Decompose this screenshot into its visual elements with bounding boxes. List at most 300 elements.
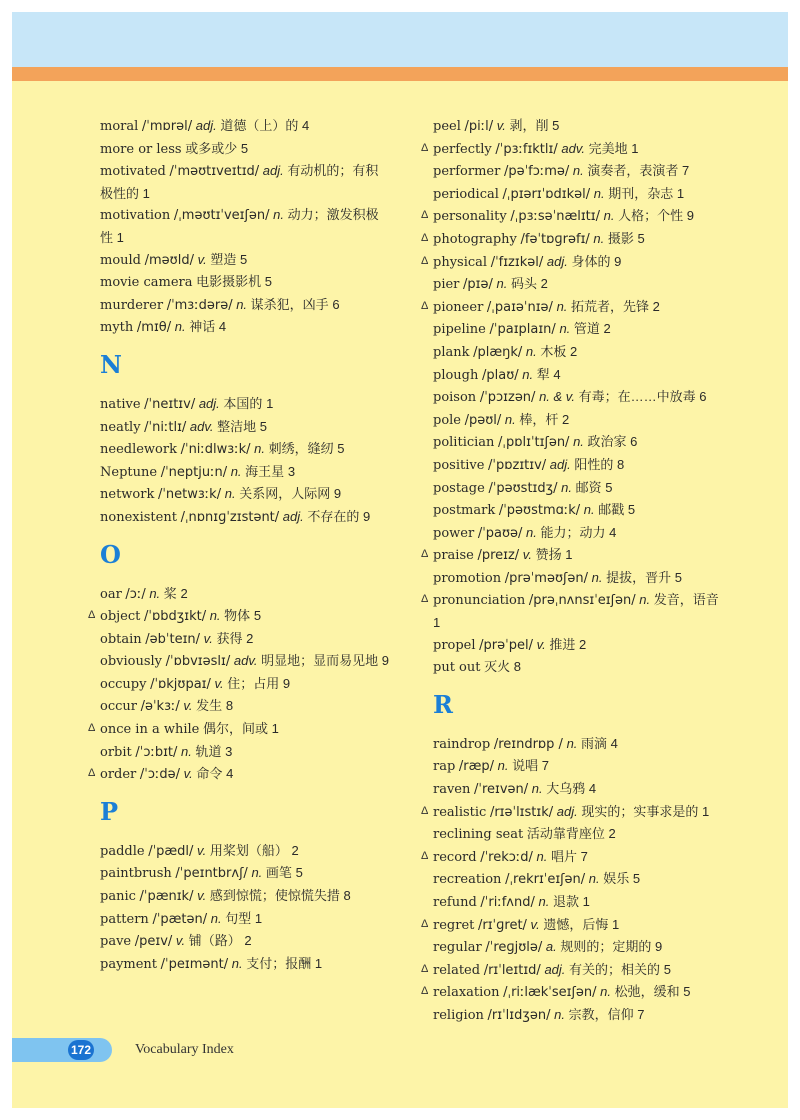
vocab-part-of-speech: n. xyxy=(230,463,242,479)
vocab-unit-number: 1 xyxy=(254,910,263,926)
vocab-entry xyxy=(100,628,390,651)
vocab-definition: 住；占用 xyxy=(227,675,280,691)
vocab-headword: pattern xyxy=(100,911,149,927)
vocab-entry xyxy=(433,1004,723,1027)
vocab-entry xyxy=(100,416,390,439)
vocab-headword: native xyxy=(100,396,141,412)
vocab-definition: 宗教，信仰 xyxy=(568,1006,634,1022)
vocab-part-of-speech: n. xyxy=(538,894,550,909)
vocab-part-of-speech: n. xyxy=(572,163,584,179)
vocab-phonetic: /fəˈtɒɡrəfɪ/ xyxy=(520,231,590,247)
vocab-part-of-speech: n. xyxy=(536,848,548,864)
vocab-phonetic: /ˈniːtlɪ/ xyxy=(144,419,187,435)
vocab-part-of-speech: adj. xyxy=(546,253,568,269)
vocab-headword: postmark xyxy=(433,503,496,519)
vocab-entry xyxy=(433,431,723,454)
vocab-phonetic: /ˌrekrɪˈeɪʃən/ xyxy=(505,872,586,888)
vocab-definition: 邮资 xyxy=(575,479,602,495)
right-column xyxy=(421,115,723,1027)
vocab-phonetic: /əbˈteɪn/ xyxy=(145,631,201,647)
vocab-part-of-speech: v. xyxy=(183,698,193,714)
vocab-part-of-speech: adv. xyxy=(233,653,258,669)
vocab-headword: rap xyxy=(433,759,456,775)
vocab-headword: occur xyxy=(100,699,137,715)
footer-tab xyxy=(12,1038,112,1062)
vocab-part-of-speech: adj. xyxy=(198,395,220,411)
vocab-headword: raven xyxy=(433,782,471,798)
vocab-unit-number: 4 xyxy=(588,781,597,797)
vocab-phonetic: /ˈpɔɪzən/ xyxy=(479,390,536,406)
vocab-entry xyxy=(100,673,390,696)
vocab-definition: 有毒；在……中放毒 xyxy=(578,389,696,405)
vocab-unit-number: 4 xyxy=(301,118,310,133)
vocab-part-of-speech: n. xyxy=(149,585,161,601)
vocab-headword: payment xyxy=(100,956,158,972)
vocab-headword: obtain xyxy=(100,631,142,647)
vocab-definition: 整洁地 xyxy=(217,418,257,434)
vocab-entry xyxy=(421,589,723,633)
vocab-entry xyxy=(433,936,723,959)
vocab-unit-number: 1 xyxy=(701,803,710,819)
vocab-headword: murderer xyxy=(100,297,164,313)
vocab-definition: 赞扬 xyxy=(535,547,562,563)
vocab-unit-number: 1 xyxy=(676,185,685,201)
vocab-entry xyxy=(433,409,723,432)
vocab-phonetic: /ˈneptjuːn/ xyxy=(160,464,228,480)
vocab-unit-number: 6 xyxy=(630,434,638,450)
vocab-definition: 道德（上）的 xyxy=(220,118,299,133)
vocab-phonetic: /ˈpaɪplaɪn/ xyxy=(489,322,556,338)
triangle-icon: Δ xyxy=(421,209,429,222)
vocab-entry xyxy=(421,801,723,824)
vocab-definition: 人格；个性 xyxy=(618,208,684,224)
vocab-unit-number: 9 xyxy=(614,253,622,269)
vocab-headword: photography xyxy=(433,231,517,247)
vocab-part-of-speech: n. xyxy=(583,502,595,518)
vocab-part-of-speech: v. xyxy=(197,888,207,904)
vocab-entry xyxy=(433,160,723,183)
vocab-headword: mould xyxy=(100,252,142,268)
vocab-headword: panic xyxy=(100,889,136,905)
vocab-entry xyxy=(433,823,723,846)
triangle-icon: Δ xyxy=(421,254,429,267)
vocab-headword: reclining seat xyxy=(433,827,524,843)
vocab-phonetic: /ˈpænɪk/ xyxy=(139,889,194,905)
vocab-headword: religion xyxy=(433,1007,484,1023)
vocab-entry xyxy=(100,506,390,529)
vocab-definition: 有动机的；有积极性的 xyxy=(100,163,379,201)
vocab-headword: peel xyxy=(433,119,461,134)
vocab-entry xyxy=(100,650,390,673)
vocab-headword: motivation xyxy=(100,208,171,224)
vocab-unit-number: 1 xyxy=(116,229,124,245)
vocab-phonetic: /plæŋk/ xyxy=(473,344,523,360)
vocab-part-of-speech: n. xyxy=(593,230,605,246)
vocab-unit-number: 6 xyxy=(699,389,707,405)
vocab-headword: neatly xyxy=(100,419,141,435)
vocab-unit-number: 5 xyxy=(674,569,682,585)
vocab-unit-number: 3 xyxy=(225,743,233,759)
vocab-definition: 剥，削 xyxy=(509,118,549,133)
vocab-unit-number: 4 xyxy=(553,366,561,382)
triangle-icon: Δ xyxy=(421,299,429,312)
vocab-unit-number: 5 xyxy=(240,251,248,267)
vocab-definition: 政治家 xyxy=(587,434,627,450)
vocab-definition: 邮戳 xyxy=(598,502,625,518)
vocab-phonetic: /plaʊ/ xyxy=(482,367,519,383)
vocab-unit-number: 2 xyxy=(603,321,611,337)
vocab-entry xyxy=(433,567,723,590)
vocab-headword: put out xyxy=(433,660,481,676)
vocab-phonetic: /pəˈfɔːmə/ xyxy=(503,164,570,180)
vocab-headword: personality xyxy=(433,209,507,225)
vocab-definition: 规则的；定期的 xyxy=(560,939,652,955)
vocab-part-of-speech: v. xyxy=(214,675,224,691)
vocab-phonetic: /ˈɔːbɪt/ xyxy=(135,744,178,760)
vocab-unit-number: 9 xyxy=(655,939,663,955)
vocab-headword: positive xyxy=(433,457,485,473)
vocab-headword: power xyxy=(433,525,475,541)
vocab-part-of-speech: n. xyxy=(209,608,221,624)
vocab-phonetic: /prəˈpel/ xyxy=(479,637,533,653)
vocab-unit-number: 2 xyxy=(608,826,616,842)
vocab-phonetic: /ˌpaɪəˈnɪə/ xyxy=(486,299,553,315)
vocab-part-of-speech: n. xyxy=(504,411,516,427)
vocab-entry xyxy=(433,318,723,341)
vocab-unit-number: 2 xyxy=(579,636,587,652)
vocab-phonetic: /ˈpɒzɪtɪv/ xyxy=(488,457,547,473)
vocab-definition: 码头 xyxy=(510,276,537,292)
vocab-headword: regret xyxy=(433,917,475,933)
vocab-definition: 现实的；实事求是的 xyxy=(581,803,699,819)
vocab-phonetic: /ˈriːfʌnd/ xyxy=(480,895,535,910)
vocab-unit-number: 5 xyxy=(337,441,345,457)
vocab-definition: 轨道 xyxy=(195,743,222,759)
vocab-entry xyxy=(433,499,723,522)
vocab-headword: paddle xyxy=(100,843,145,859)
vocab-unit-number: 5 xyxy=(552,118,560,133)
vocab-part-of-speech: n. xyxy=(224,486,236,502)
triangle-icon: Δ xyxy=(421,804,429,817)
vocab-unit-number: 4 xyxy=(609,524,617,540)
vocab-definition: 谋杀犯，凶手 xyxy=(250,296,329,312)
vocab-entry xyxy=(421,846,723,869)
vocab-headword: movie camera xyxy=(100,275,193,291)
vocab-unit-number: 2 xyxy=(246,630,254,646)
vocab-part-of-speech: v. xyxy=(175,933,186,949)
vocab-definition: 提拔，晋升 xyxy=(606,569,672,585)
vocab-unit-number: 7 xyxy=(637,1006,645,1022)
vocab-phonetic: /ˈpaʊə/ xyxy=(477,525,523,541)
vocab-definition: 不存在的 xyxy=(307,508,360,524)
vocab-unit-number: 5 xyxy=(240,140,249,156)
vocab-unit-number: 9 xyxy=(381,653,389,669)
vocab-headword: orbit xyxy=(100,744,132,760)
vocab-unit-number: 1 xyxy=(314,955,323,971)
vocab-phonetic: /ˌpɪərɪˈɒdɪkəl/ xyxy=(502,186,591,202)
vocab-unit-number: 4 xyxy=(610,735,618,751)
vocab-headword: recreation xyxy=(433,872,502,888)
vocab-headword: praise xyxy=(433,548,474,564)
header-stripe xyxy=(12,67,788,81)
vocab-entry xyxy=(421,981,723,1004)
vocab-part-of-speech: n. & v. xyxy=(539,389,575,405)
vocab-part-of-speech: n. xyxy=(559,321,571,337)
vocab-phonetic: /pəʊl/ xyxy=(464,412,502,428)
vocab-definition: 刺绣，缝纫 xyxy=(268,441,334,457)
vocab-headword: plough xyxy=(433,367,479,383)
vocab-headword: promotion xyxy=(433,570,502,586)
vocab-definition: 关系网，人际网 xyxy=(239,486,331,502)
vocab-definition: 期刊，杂志 xyxy=(608,185,674,201)
vocab-definition: 命令 xyxy=(196,766,223,782)
vocab-part-of-speech: n. xyxy=(496,276,508,292)
vocab-phonetic: /ˈpeɪntbrʌʃ/ xyxy=(175,866,248,882)
vocab-definition: 大乌鸦 xyxy=(546,781,586,797)
vocab-part-of-speech: a. xyxy=(545,939,557,955)
vocab-entry xyxy=(100,862,390,885)
vocab-definition: 画笔 xyxy=(265,865,292,881)
vocab-entry xyxy=(433,477,723,500)
vocab-definition: 松弛，缓和 xyxy=(614,984,680,1000)
triangle-icon: Δ xyxy=(421,985,429,998)
vocab-unit-number: 8 xyxy=(343,888,351,904)
footer-title: Vocabulary Index xyxy=(135,1042,234,1057)
vocab-phonetic: /ˈɒkjʊpaɪ/ xyxy=(150,676,211,692)
vocab-phonetic: /ˌnɒnɪɡˈzɪstənt/ xyxy=(180,509,280,525)
triangle-icon: Δ xyxy=(421,849,429,862)
vocab-headword: pioneer xyxy=(433,299,484,315)
vocab-unit-number: 5 xyxy=(632,871,641,887)
triangle-icon: Δ xyxy=(88,609,96,622)
vocab-part-of-speech: v. xyxy=(197,251,207,267)
vocab-part-of-speech: n. xyxy=(531,781,543,797)
vocab-headword: oar xyxy=(100,586,122,602)
vocab-definition: 活动靠背座位 xyxy=(526,826,605,842)
vocab-definition: 有关的；相关的 xyxy=(569,961,661,977)
header-band xyxy=(12,12,788,67)
vocab-definition: 推进 xyxy=(549,636,576,652)
vocab-definition: 摄影 xyxy=(607,230,634,246)
vocab-headword: raindrop xyxy=(433,736,491,752)
vocab-entry xyxy=(100,953,390,976)
vocab-entry xyxy=(100,930,390,953)
vocab-phonetic: /reɪndrɒp / xyxy=(493,736,563,752)
vocab-entry xyxy=(88,605,390,628)
vocab-entry xyxy=(433,868,723,891)
vocab-phonetic: /ˈpəʊstmɑːk/ xyxy=(498,503,581,519)
vocab-unit-number: 8 xyxy=(617,456,625,472)
vocab-entry xyxy=(433,454,723,477)
vocab-phonetic: /peɪv/ xyxy=(134,934,173,950)
vocab-unit-number: 5 xyxy=(295,865,303,881)
vocab-entry xyxy=(433,755,723,778)
vocab-part-of-speech: n. xyxy=(561,479,572,495)
vocab-unit-number: 2 xyxy=(291,842,299,858)
vocab-entry xyxy=(421,138,723,161)
vocab-unit-number: 1 xyxy=(582,894,590,909)
vocab-part-of-speech: adv. xyxy=(561,140,585,156)
section-letter-heading: R xyxy=(433,689,453,719)
vocab-phonetic: /ɔː/ xyxy=(125,586,146,602)
vocab-headword: nonexistent xyxy=(100,509,177,525)
vocab-unit-number: 2 xyxy=(570,343,578,359)
vocab-definition: 海王星 xyxy=(245,463,285,479)
vocab-part-of-speech: n. xyxy=(525,343,537,359)
vocab-unit-number: 6 xyxy=(332,296,340,312)
vocab-phonetic: /pɪə/ xyxy=(463,277,493,293)
vocab-part-of-speech: n. xyxy=(273,207,284,223)
vocab-unit-number: 5 xyxy=(259,418,268,434)
triangle-icon: Δ xyxy=(421,593,429,606)
vocab-definition: 能力；动力 xyxy=(540,524,606,540)
vocab-entry xyxy=(433,273,723,296)
section-letter-heading: N xyxy=(100,349,122,379)
vocab-unit-number: 5 xyxy=(627,502,636,518)
vocab-definition: 雨滴 xyxy=(581,735,608,751)
vocab-part-of-speech: n. xyxy=(591,569,603,585)
vocab-headword: paintbrush xyxy=(100,866,172,882)
vocab-definition: 发生 xyxy=(196,698,223,714)
vocab-definition: 动力；激发积极性 xyxy=(100,207,379,245)
vocab-entry xyxy=(100,160,390,204)
vocab-phonetic: /ˈrekɔːd/ xyxy=(480,849,533,865)
vocab-entry xyxy=(433,115,723,138)
vocab-definition: 发音，语音 xyxy=(653,592,719,608)
vocab-entry xyxy=(433,183,723,206)
section-letter-heading: P xyxy=(100,796,119,826)
vocab-headword: myth xyxy=(100,320,134,336)
vocab-definition: 桨 xyxy=(163,585,177,601)
vocab-definition: 拓荒者，先锋 xyxy=(571,298,650,314)
vocab-unit-number: 5 xyxy=(663,961,671,977)
vocab-definition: 获得 xyxy=(216,630,243,646)
vocab-headword: related xyxy=(433,962,481,978)
vocab-entry xyxy=(88,763,390,786)
vocab-definition: 棒，杆 xyxy=(519,411,559,427)
vocab-headword: pier xyxy=(433,277,460,293)
vocab-phonetic: /prəˈməʊʃən/ xyxy=(504,570,588,586)
vocab-definition: 唱片 xyxy=(550,848,577,864)
vocab-entry xyxy=(421,959,723,982)
vocab-part-of-speech: n. xyxy=(566,735,578,751)
vocab-headword: Neptune xyxy=(100,464,158,480)
vocab-headword: regular xyxy=(433,940,482,956)
vocab-entry xyxy=(433,733,723,756)
vocab-phonetic: /ˈɒbdʒɪkt/ xyxy=(144,609,207,625)
vocab-phonetic: /ˈmɒrəl/ xyxy=(141,119,193,134)
vocab-unit-number: 4 xyxy=(218,319,227,335)
triangle-icon: Δ xyxy=(421,141,429,154)
vocab-definition: 支付；报酬 xyxy=(246,955,312,971)
vocab-definition: 阳性的 xyxy=(574,456,614,472)
vocab-entry xyxy=(433,891,723,914)
vocab-entry xyxy=(100,316,390,339)
vocab-part-of-speech: n. xyxy=(603,208,615,224)
vocab-part-of-speech: n. xyxy=(497,758,509,774)
vocab-definition: 明显地；显而易见地 xyxy=(261,653,379,669)
triangle-icon: Δ xyxy=(88,722,96,735)
vocab-entry xyxy=(100,840,390,863)
vocab-phonetic: /prəˌnʌnsɪˈeɪʃən/ xyxy=(528,593,636,609)
vocab-part-of-speech: n. xyxy=(254,441,265,457)
vocab-entry xyxy=(100,741,390,764)
vocab-entry xyxy=(100,294,390,317)
vocab-headword: pole xyxy=(433,412,461,428)
vocab-phonetic: /rɪəˈlɪstɪk/ xyxy=(489,804,554,820)
vocab-headword: physical xyxy=(433,254,488,270)
vocab-headword: obviously xyxy=(100,654,163,670)
vocab-unit-number: 5 xyxy=(253,608,262,624)
vocab-headword: order xyxy=(100,767,137,783)
vocab-phonetic: /ˈnetwɜːk/ xyxy=(157,487,222,503)
vocab-definition: 或多或少 xyxy=(185,140,238,156)
vocab-unit-number: 1 xyxy=(142,185,150,201)
vocab-entry xyxy=(100,438,390,461)
vocab-entry xyxy=(88,718,390,741)
triangle-icon: Δ xyxy=(421,231,429,244)
vocab-unit-number: 2 xyxy=(180,585,188,601)
vocab-definition: 娱乐 xyxy=(603,871,630,887)
vocab-headword: occupy xyxy=(100,676,147,692)
vocab-unit-number: 4 xyxy=(226,766,234,782)
vocab-part-of-speech: v. xyxy=(203,630,213,646)
vocab-entry xyxy=(421,914,723,937)
vocab-phonetic: /ˈɒbvɪəslɪ/ xyxy=(165,654,231,670)
vocab-unit-number: 2 xyxy=(652,298,660,314)
vocab-definition: 句型 xyxy=(225,910,252,926)
vocab-phonetic: /rɪˈɡret/ xyxy=(478,917,527,933)
vocab-unit-number: 8 xyxy=(513,659,521,675)
vocab-unit-number: 1 xyxy=(271,721,279,737)
vocab-entry xyxy=(433,341,723,364)
vocab-part-of-speech: v. xyxy=(536,636,546,652)
vocab-entry xyxy=(421,205,723,228)
vocab-entry xyxy=(100,204,390,248)
vocab-part-of-speech: v. xyxy=(197,842,207,858)
vocab-entry xyxy=(433,386,723,409)
vocab-phonetic: /preɪz/ xyxy=(477,548,520,564)
vocab-phonetic: /piːl/ xyxy=(464,119,494,134)
vocab-unit-number: 9 xyxy=(363,508,371,524)
vocab-part-of-speech: n. xyxy=(236,296,248,312)
vocab-headword: plank xyxy=(433,344,470,360)
vocab-unit-number: 2 xyxy=(540,276,548,292)
vocab-headword: pronunciation xyxy=(433,593,526,609)
vocab-part-of-speech: n. xyxy=(600,984,611,1000)
vocab-entry xyxy=(421,544,723,567)
vocab-part-of-speech: adj. xyxy=(556,803,578,819)
vocab-entry xyxy=(100,461,390,484)
vocab-part-of-speech: n. xyxy=(231,955,243,971)
vocab-unit-number: 2 xyxy=(244,933,252,949)
vocab-unit-number: 5 xyxy=(683,984,691,1000)
vocab-part-of-speech: n. xyxy=(251,865,263,881)
vocab-part-of-speech: v. xyxy=(530,916,540,932)
vocab-part-of-speech: n. xyxy=(181,743,192,759)
vocab-unit-number: 7 xyxy=(580,848,588,864)
vocab-unit-number: 7 xyxy=(541,758,550,774)
vocab-entry xyxy=(433,522,723,545)
vocab-entry xyxy=(433,364,723,387)
vocab-definition: 铺（路） xyxy=(188,933,241,949)
vocab-unit-number: 1 xyxy=(266,395,274,411)
vocab-unit-number: 9 xyxy=(282,675,291,691)
vocab-unit-number: 3 xyxy=(287,463,296,479)
vocab-part-of-speech: adv. xyxy=(189,418,214,434)
vocab-definition: 用桨划（船） xyxy=(209,842,288,858)
vocab-definition: 物体 xyxy=(224,608,251,624)
